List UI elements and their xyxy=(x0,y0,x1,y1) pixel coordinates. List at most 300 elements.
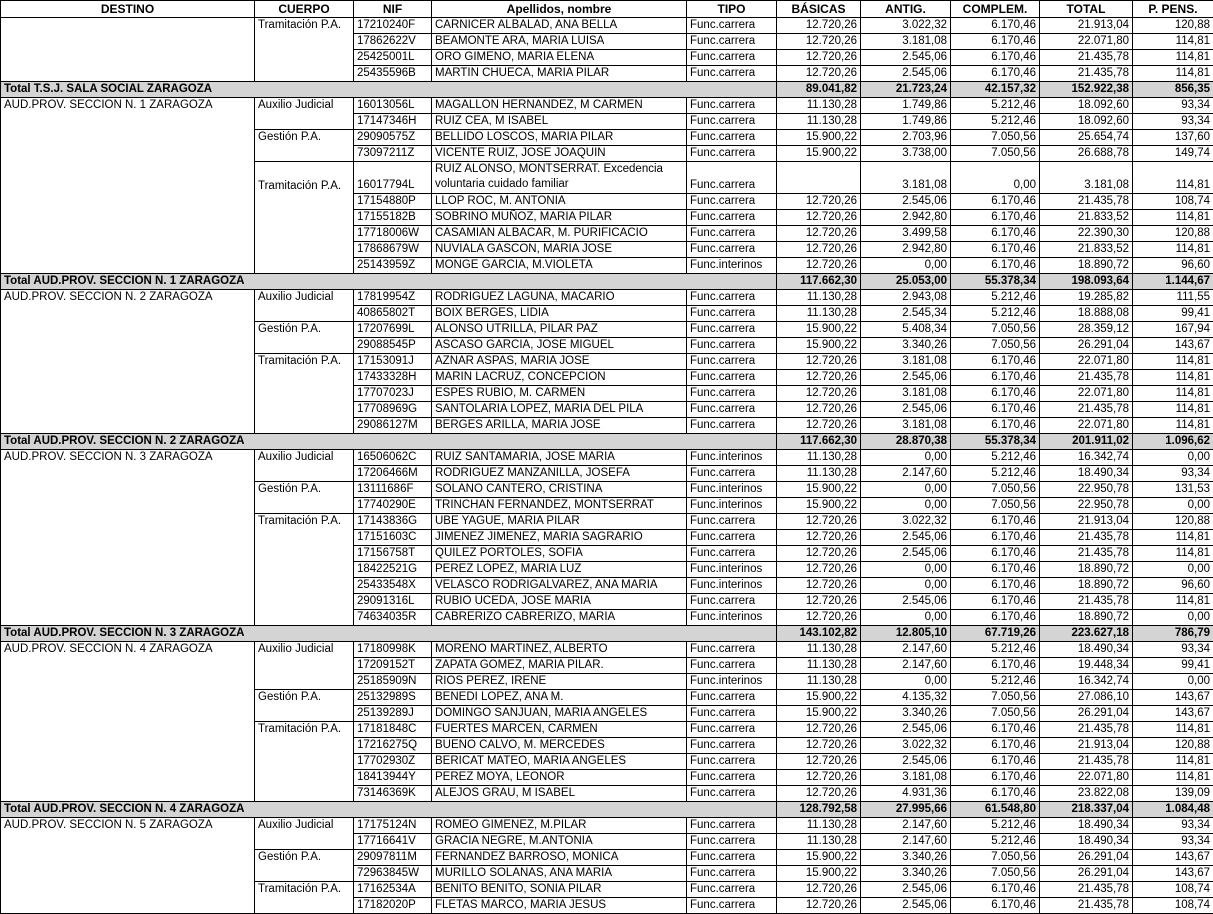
cell-complem: 5.212,46 xyxy=(951,674,1040,690)
cell-basicas: 12.720,26 xyxy=(777,226,861,242)
cell-antig: 2.545,06 xyxy=(861,194,951,210)
cell-antig: 2.703,96 xyxy=(861,130,951,146)
cell-antig: 3.022,32 xyxy=(861,18,951,34)
cell-p-pens: 114,81 xyxy=(1133,722,1213,738)
table-row xyxy=(1,770,1213,786)
total-basicas: 89.041,82 xyxy=(777,82,861,98)
total-total: 218.337,04 xyxy=(1040,802,1133,818)
cell-destino xyxy=(1,562,255,578)
cell-destino: AUD.PROV. SECCION N. 4 ZARAGOZA xyxy=(1,642,255,658)
cell-cuerpo xyxy=(255,786,354,802)
cell-total: 23.822,08 xyxy=(1040,786,1133,802)
table-row xyxy=(1,338,1213,354)
cell-cuerpo xyxy=(255,578,354,594)
cell-apellidos-nombre: NUVIALA GASCON, MARIA JOSE xyxy=(432,242,687,258)
cell-destino: AUD.PROV. SECCION N. 1 ZARAGOZA xyxy=(1,98,255,114)
cell-tipo: Func.interinos xyxy=(687,482,777,498)
cell-basicas xyxy=(777,162,861,194)
cell-tipo: Func.carrera xyxy=(687,466,777,482)
total-basicas: 143.102,82 xyxy=(777,626,861,642)
cell-total: 22.950,78 xyxy=(1040,482,1133,498)
cell-p-pens: 120,88 xyxy=(1133,226,1213,242)
cell-destino xyxy=(1,594,255,610)
cell-total: 21.435,78 xyxy=(1040,194,1133,210)
cell-complem: 6.170,46 xyxy=(951,50,1040,66)
table-row xyxy=(1,18,1213,34)
cell-apellidos-nombre: BOIX BERGES, LIDIA xyxy=(432,306,687,322)
cell-total: 16.342,74 xyxy=(1040,450,1133,466)
cell-p-pens: 0,00 xyxy=(1133,610,1213,626)
cell-complem: 7.050,56 xyxy=(951,146,1040,162)
cell-basicas: 12.720,26 xyxy=(777,786,861,802)
cell-complem: 6.170,46 xyxy=(951,194,1040,210)
cell-complem: 6.170,46 xyxy=(951,882,1040,898)
cell-tipo: Func.carrera xyxy=(687,786,777,802)
cell-cuerpo: Auxilio Judicial xyxy=(255,818,354,834)
cell-antig: 2.147,60 xyxy=(861,658,951,674)
cell-cuerpo xyxy=(255,594,354,610)
total-row xyxy=(1,82,1213,98)
cell-nif: 29088545P xyxy=(354,338,432,354)
cell-nif: 74634035R xyxy=(354,610,432,626)
cell-total: 18.092,60 xyxy=(1040,98,1133,114)
cell-destino xyxy=(1,466,255,482)
cell-cuerpo: Gestión P.A. xyxy=(255,130,354,146)
cell-basicas: 11.130,28 xyxy=(777,466,861,482)
cell-antig: 1.749,86 xyxy=(861,114,951,130)
cell-total: 22.390,30 xyxy=(1040,226,1133,242)
cell-apellidos-nombre: MURILLO SOLANAS, ANA MARIA xyxy=(432,866,687,882)
cell-basicas: 15.900,22 xyxy=(777,482,861,498)
cell-destino xyxy=(1,18,255,34)
total-basicas: 117.662,30 xyxy=(777,274,861,290)
cell-cuerpo xyxy=(255,418,354,434)
cell-cuerpo xyxy=(255,754,354,770)
cell-p-pens: 167,94 xyxy=(1133,322,1213,338)
cell-apellidos-nombre: ALEJOS GRAU, M ISABEL xyxy=(432,786,687,802)
cell-destino xyxy=(1,418,255,434)
cell-basicas: 15.900,22 xyxy=(777,146,861,162)
cell-complem: 7.050,56 xyxy=(951,850,1040,866)
cell-p-pens: 114,81 xyxy=(1133,530,1213,546)
cell-cuerpo xyxy=(255,114,354,130)
cell-total: 22.071,80 xyxy=(1040,34,1133,50)
total-total: 198.093,64 xyxy=(1040,274,1133,290)
cell-apellidos-nombre: FERNANDEZ BARROSO, MONICA xyxy=(432,850,687,866)
cell-p-pens: 111,55 xyxy=(1133,290,1213,306)
header-row xyxy=(1,1,1213,18)
cell-basicas: 12.720,26 xyxy=(777,882,861,898)
cell-destino xyxy=(1,786,255,802)
header-basicas: BÁSICAS xyxy=(777,1,861,18)
cell-tipo: Func.interinos xyxy=(687,674,777,690)
cell-destino xyxy=(1,578,255,594)
total-p-pens: 856,35 xyxy=(1133,82,1213,98)
cell-cuerpo xyxy=(255,562,354,578)
header-nif: NIF xyxy=(354,1,432,18)
cell-cuerpo xyxy=(255,146,354,162)
cell-antig: 0,00 xyxy=(861,562,951,578)
table-row xyxy=(1,706,1213,722)
cell-apellidos-nombre: JIMENEZ JIMENEZ, MARIA SAGRARIO xyxy=(432,530,687,546)
cell-basicas: 12.720,26 xyxy=(777,370,861,386)
table-row xyxy=(1,50,1213,66)
cell-nif: 25139289J xyxy=(354,706,432,722)
cell-apellidos-nombre: RUBIO UCEDA, JOSE MARIA xyxy=(432,594,687,610)
total-complem: 42.157,32 xyxy=(951,82,1040,98)
cell-destino xyxy=(1,738,255,754)
cell-destino xyxy=(1,482,255,498)
table-row xyxy=(1,386,1213,402)
table-row xyxy=(1,162,1213,194)
cell-nif: 17143836G xyxy=(354,514,432,530)
cell-cuerpo: Tramitación P.A. xyxy=(255,882,354,898)
cell-apellidos-nombre: BERGES ARILLA, MARIA JOSE xyxy=(432,418,687,434)
cell-antig: 3.181,08 xyxy=(861,34,951,50)
cell-cuerpo xyxy=(255,34,354,50)
cell-p-pens: 137,60 xyxy=(1133,130,1213,146)
cell-total: 3.181,08 xyxy=(1040,162,1133,194)
table-row xyxy=(1,898,1213,914)
cell-nif: 17154880P xyxy=(354,194,432,210)
cell-p-pens: 108,74 xyxy=(1133,882,1213,898)
cell-apellidos-nombre: ORO GIMENO, MARIA ELENA xyxy=(432,50,687,66)
cell-nif: 25425001L xyxy=(354,50,432,66)
cell-complem: 5.212,46 xyxy=(951,450,1040,466)
table-row xyxy=(1,866,1213,882)
cell-antig: 2.545,06 xyxy=(861,898,951,914)
cell-basicas: 12.720,26 xyxy=(777,242,861,258)
cell-antig: 3.181,08 xyxy=(861,162,951,194)
cell-destino: AUD.PROV. SECCION N. 2 ZARAGOZA xyxy=(1,290,255,306)
total-p-pens: 786,79 xyxy=(1133,626,1213,642)
cell-complem: 6.170,46 xyxy=(951,722,1040,738)
cell-basicas: 12.720,26 xyxy=(777,770,861,786)
cell-apellidos-nombre: SOLANO CANTERO, CRISTINA xyxy=(432,482,687,498)
cell-complem: 6.170,46 xyxy=(951,562,1040,578)
cell-antig: 2.545,06 xyxy=(861,50,951,66)
total-total: 152.922,38 xyxy=(1040,82,1133,98)
cell-antig: 3.340,26 xyxy=(861,866,951,882)
cell-p-pens: 114,81 xyxy=(1133,418,1213,434)
cell-complem: 6.170,46 xyxy=(951,226,1040,242)
cell-total: 25.654,74 xyxy=(1040,130,1133,146)
cell-nif: 17433328H xyxy=(354,370,432,386)
cell-basicas: 11.130,28 xyxy=(777,450,861,466)
total-p-pens: 1.084,48 xyxy=(1133,802,1213,818)
cell-total: 18.890,72 xyxy=(1040,610,1133,626)
cell-cuerpo xyxy=(255,226,354,242)
total-antig: 25.053,00 xyxy=(861,274,951,290)
cell-antig: 2.545,06 xyxy=(861,402,951,418)
cell-complem: 6.170,46 xyxy=(951,386,1040,402)
cell-destino xyxy=(1,210,255,226)
cell-destino xyxy=(1,546,255,562)
cell-apellidos-nombre: RUIZ CEA, M ISABEL xyxy=(432,114,687,130)
cell-complem: 6.170,46 xyxy=(951,34,1040,50)
cell-antig: 0,00 xyxy=(861,578,951,594)
cell-nif: 18422521G xyxy=(354,562,432,578)
cell-tipo: Func.carrera xyxy=(687,18,777,34)
table-row xyxy=(1,738,1213,754)
cell-nif: 17155182B xyxy=(354,210,432,226)
table-row xyxy=(1,498,1213,514)
cell-antig: 2.545,06 xyxy=(861,722,951,738)
cell-antig: 2.147,60 xyxy=(861,834,951,850)
cell-destino xyxy=(1,322,255,338)
cell-nif: 73097211Z xyxy=(354,146,432,162)
cell-destino xyxy=(1,194,255,210)
cell-p-pens: 93,34 xyxy=(1133,818,1213,834)
table-row xyxy=(1,482,1213,498)
cell-total: 22.071,80 xyxy=(1040,418,1133,434)
cell-antig: 2.545,06 xyxy=(861,530,951,546)
cell-p-pens: 143,67 xyxy=(1133,338,1213,354)
cell-complem: 7.050,56 xyxy=(951,322,1040,338)
cell-complem: 6.170,46 xyxy=(951,354,1040,370)
total-antig: 12.805,10 xyxy=(861,626,951,642)
total-label: Total AUD.PROV. SECCION N. 4 ZARAGOZA xyxy=(1,802,777,818)
cell-destino xyxy=(1,866,255,882)
cell-basicas: 15.900,22 xyxy=(777,130,861,146)
cell-complem: 6.170,46 xyxy=(951,546,1040,562)
cell-cuerpo: Gestión P.A. xyxy=(255,850,354,866)
cell-complem: 6.170,46 xyxy=(951,370,1040,386)
cell-cuerpo: Tramitación P.A. xyxy=(255,722,354,738)
table-row xyxy=(1,258,1213,274)
cell-cuerpo xyxy=(255,66,354,82)
total-row xyxy=(1,802,1213,818)
cell-p-pens: 0,00 xyxy=(1133,450,1213,466)
cell-p-pens: 120,88 xyxy=(1133,738,1213,754)
cell-destino xyxy=(1,610,255,626)
cell-nif: 25435596B xyxy=(354,66,432,82)
cell-apellidos-nombre: DOMINGO SANJUAN, MARIA ANGELES xyxy=(432,706,687,722)
cell-antig: 3.181,08 xyxy=(861,386,951,402)
cell-destino xyxy=(1,66,255,82)
cell-p-pens: 114,81 xyxy=(1133,386,1213,402)
table-row xyxy=(1,370,1213,386)
cell-tipo: Func.carrera xyxy=(687,370,777,386)
cell-cuerpo xyxy=(255,610,354,626)
cell-apellidos-nombre: BEAMONTE ARA, MARIA LUISA xyxy=(432,34,687,50)
cell-complem: 7.050,56 xyxy=(951,338,1040,354)
cell-p-pens: 93,34 xyxy=(1133,834,1213,850)
cell-complem: 6.170,46 xyxy=(951,530,1040,546)
cell-destino xyxy=(1,386,255,402)
cell-p-pens: 143,67 xyxy=(1133,706,1213,722)
cell-complem: 6.170,46 xyxy=(951,258,1040,274)
cell-cuerpo: Tramitación P.A. xyxy=(255,514,354,530)
cell-cuerpo xyxy=(255,338,354,354)
cell-tipo: Func.carrera xyxy=(687,706,777,722)
total-row xyxy=(1,434,1213,450)
cell-complem: 6.170,46 xyxy=(951,610,1040,626)
cell-p-pens: 99,41 xyxy=(1133,306,1213,322)
cell-antig: 2.545,34 xyxy=(861,306,951,322)
table-row xyxy=(1,642,1213,658)
cell-antig: 2.545,06 xyxy=(861,594,951,610)
cell-apellidos-nombre: CASAMIAN ALBACAR, M. PURIFICACIO xyxy=(432,226,687,242)
cell-basicas: 15.900,22 xyxy=(777,322,861,338)
cell-destino xyxy=(1,130,255,146)
cell-destino xyxy=(1,674,255,690)
cell-tipo: Func.carrera xyxy=(687,658,777,674)
cell-p-pens: 114,81 xyxy=(1133,242,1213,258)
cell-destino xyxy=(1,834,255,850)
cell-cuerpo xyxy=(255,386,354,402)
cell-nif: 17156758T xyxy=(354,546,432,562)
cell-cuerpo xyxy=(255,258,354,274)
cell-destino xyxy=(1,370,255,386)
cell-nif: 17151603C xyxy=(354,530,432,546)
cell-complem: 5.212,46 xyxy=(951,834,1040,850)
cell-tipo: Func.interinos xyxy=(687,610,777,626)
cell-complem: 5.212,46 xyxy=(951,114,1040,130)
table-row xyxy=(1,210,1213,226)
cell-destino xyxy=(1,514,255,530)
cell-antig: 0,00 xyxy=(861,610,951,626)
total-label: Total T.S.J. SALA SOCIAL ZARAGOZA xyxy=(1,82,777,98)
cell-apellidos-nombre: QUILEZ PORTOLES, SOFIA xyxy=(432,546,687,562)
cell-complem: 5.212,46 xyxy=(951,306,1040,322)
cell-basicas: 11.130,28 xyxy=(777,114,861,130)
cell-antig: 0,00 xyxy=(861,498,951,514)
cell-tipo: Func.carrera xyxy=(687,50,777,66)
cell-p-pens: 114,81 xyxy=(1133,354,1213,370)
cell-cuerpo xyxy=(255,738,354,754)
cell-total: 21.435,78 xyxy=(1040,594,1133,610)
cell-destino xyxy=(1,242,255,258)
total-antig: 28.870,38 xyxy=(861,434,951,450)
cell-apellidos-nombre: RODRIGUEZ LAGUNA, MACARIO xyxy=(432,290,687,306)
cell-cuerpo xyxy=(255,530,354,546)
header-destino: DESTINO xyxy=(1,1,255,18)
cell-total: 26.688,78 xyxy=(1040,146,1133,162)
cell-basicas: 12.720,26 xyxy=(777,514,861,530)
cell-cuerpo xyxy=(255,674,354,690)
cell-tipo: Func.carrera xyxy=(687,690,777,706)
cell-total: 22.071,80 xyxy=(1040,770,1133,786)
cell-complem: 7.050,56 xyxy=(951,690,1040,706)
table-row xyxy=(1,98,1213,114)
table-row xyxy=(1,306,1213,322)
cell-apellidos-nombre: SANTOLARIA LOPEZ, MARIA DEL PILA xyxy=(432,402,687,418)
cell-antig: 2.545,06 xyxy=(861,370,951,386)
cell-antig: 2.545,06 xyxy=(861,754,951,770)
cell-apellidos-nombre: PEREZ LOPEZ, MARIA LUZ xyxy=(432,562,687,578)
cell-total: 21.913,04 xyxy=(1040,514,1133,530)
table-row xyxy=(1,402,1213,418)
cell-p-pens: 96,60 xyxy=(1133,258,1213,274)
total-row xyxy=(1,626,1213,642)
table-row xyxy=(1,130,1213,146)
table-body xyxy=(1,18,1213,914)
cell-antig: 0,00 xyxy=(861,482,951,498)
cell-antig: 2.545,06 xyxy=(861,546,951,562)
table-row xyxy=(1,850,1213,866)
total-total: 223.627,18 xyxy=(1040,626,1133,642)
total-label: Total AUD.PROV. SECCION N. 3 ZARAGOZA xyxy=(1,626,777,642)
cell-cuerpo xyxy=(255,770,354,786)
cell-tipo: Func.interinos xyxy=(687,450,777,466)
cell-basicas: 12.720,26 xyxy=(777,354,861,370)
cell-total: 22.071,80 xyxy=(1040,354,1133,370)
cell-nif: 73146369K xyxy=(354,786,432,802)
cell-nif: 16013056L xyxy=(354,98,432,114)
cell-p-pens: 114,81 xyxy=(1133,370,1213,386)
cell-basicas: 11.130,28 xyxy=(777,642,861,658)
cell-nif: 17716641V xyxy=(354,834,432,850)
cell-nif: 40865802T xyxy=(354,306,432,322)
table-row xyxy=(1,690,1213,706)
cell-total: 21.435,78 xyxy=(1040,530,1133,546)
cell-cuerpo xyxy=(255,370,354,386)
cell-basicas: 12.720,26 xyxy=(777,898,861,914)
cell-tipo: Func.carrera xyxy=(687,354,777,370)
cell-nif: 17206466M xyxy=(354,466,432,482)
cell-apellidos-nombre: ZAPATA GOMEZ, MARIA PILAR. xyxy=(432,658,687,674)
cell-basicas: 12.720,26 xyxy=(777,578,861,594)
cell-cuerpo xyxy=(255,466,354,482)
cell-destino xyxy=(1,258,255,274)
cell-antig: 0,00 xyxy=(861,450,951,466)
cell-cuerpo: Auxilio Judicial xyxy=(255,290,354,306)
cell-p-pens: 114,81 xyxy=(1133,162,1213,194)
cell-p-pens: 93,34 xyxy=(1133,98,1213,114)
cell-cuerpo xyxy=(255,866,354,882)
table-row xyxy=(1,114,1213,130)
cell-tipo: Func.carrera xyxy=(687,290,777,306)
cell-basicas: 11.130,28 xyxy=(777,658,861,674)
cell-nif: 17181848C xyxy=(354,722,432,738)
cell-apellidos-nombre: RUIZ SANTAMARIA, JOSE MARIA xyxy=(432,450,687,466)
cell-basicas: 12.720,26 xyxy=(777,722,861,738)
total-antig: 27.995,66 xyxy=(861,802,951,818)
cell-total: 22.950,78 xyxy=(1040,498,1133,514)
cell-basicas: 12.720,26 xyxy=(777,402,861,418)
table-row xyxy=(1,34,1213,50)
cell-complem: 5.212,46 xyxy=(951,818,1040,834)
cell-apellidos-nombre: MARIN LACRUZ, CONCEPCION xyxy=(432,370,687,386)
cell-apellidos-nombre: UBE YAGUE, MARIA PILAR xyxy=(432,514,687,530)
total-antig: 21.723,24 xyxy=(861,82,951,98)
cell-basicas: 12.720,26 xyxy=(777,754,861,770)
cell-basicas: 12.720,26 xyxy=(777,50,861,66)
cell-total: 21.833,52 xyxy=(1040,210,1133,226)
total-label: Total AUD.PROV. SECCION N. 1 ZARAGOZA xyxy=(1,274,777,290)
cell-apellidos-nombre: ESPES RUBIO, M. CARMEN xyxy=(432,386,687,402)
cell-nif: 17207699L xyxy=(354,322,432,338)
cell-tipo: Func.interinos xyxy=(687,258,777,274)
total-basicas: 117.662,30 xyxy=(777,434,861,450)
cell-destino xyxy=(1,754,255,770)
cell-basicas: 12.720,26 xyxy=(777,258,861,274)
cell-p-pens: 120,88 xyxy=(1133,18,1213,34)
cell-complem: 6.170,46 xyxy=(951,594,1040,610)
cell-basicas: 12.720,26 xyxy=(777,386,861,402)
cell-antig: 1.749,86 xyxy=(861,98,951,114)
cell-total: 26.291,04 xyxy=(1040,706,1133,722)
header-complem: COMPLEM. xyxy=(951,1,1040,18)
cell-apellidos-nombre: MAGALLON HERNANDEZ, M CARMEN xyxy=(432,98,687,114)
cell-tipo: Func.carrera xyxy=(687,130,777,146)
cell-nif: 17162534A xyxy=(354,882,432,898)
cell-antig: 3.340,26 xyxy=(861,338,951,354)
header-cuerpo: CUERPO xyxy=(255,1,354,18)
cell-apellidos-nombre: PEREZ MOYA, LEONOR xyxy=(432,770,687,786)
cell-destino xyxy=(1,34,255,50)
